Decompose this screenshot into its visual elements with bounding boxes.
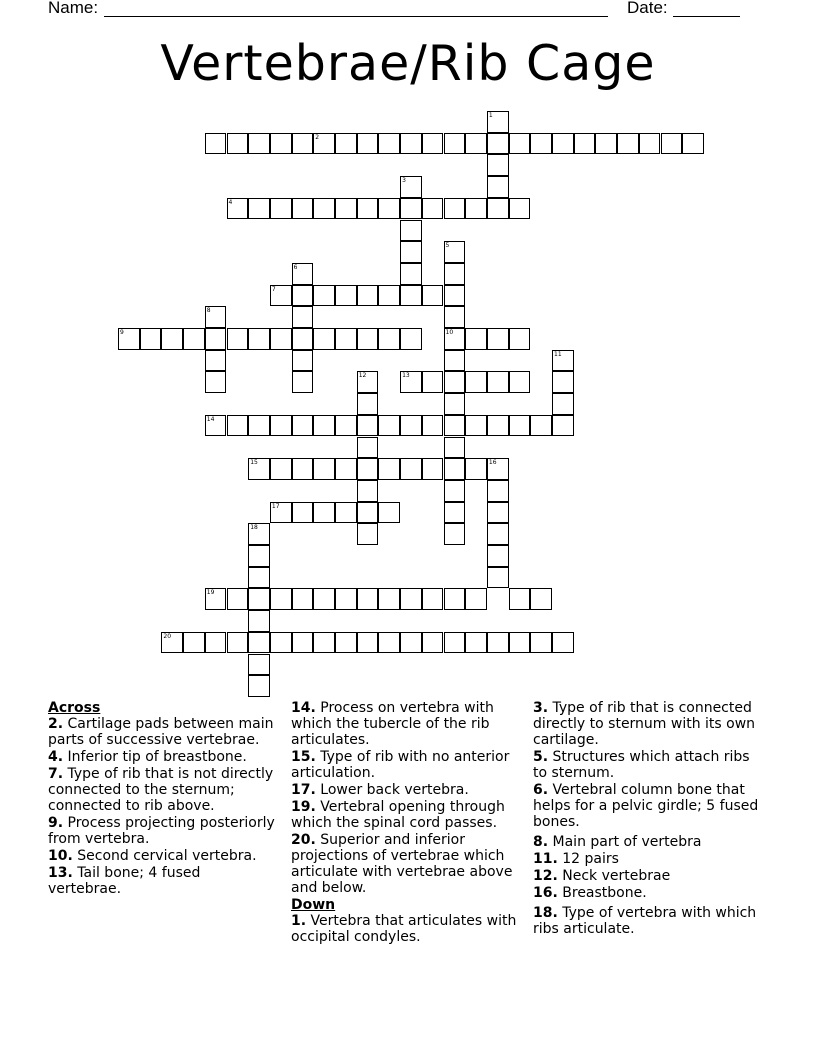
- grid-cell[interactable]: [227, 632, 249, 654]
- grid-cell[interactable]: [487, 480, 509, 502]
- grid-cell[interactable]: [313, 198, 335, 220]
- grid-cell[interactable]: [357, 632, 379, 654]
- grid-cell[interactable]: [292, 588, 314, 610]
- grid-cell[interactable]: [487, 415, 509, 437]
- grid-cell[interactable]: [552, 133, 574, 155]
- grid-cell[interactable]: [400, 263, 422, 285]
- clue-number: 5: [445, 242, 450, 250]
- grid-cell[interactable]: [270, 328, 292, 350]
- grid-cell[interactable]: [248, 328, 270, 350]
- grid-cell[interactable]: [335, 502, 357, 524]
- clue-number: 10: [445, 329, 454, 336]
- clue-number: 6: [293, 263, 298, 271]
- grid-cell[interactable]: [444, 458, 466, 480]
- grid-cell[interactable]: [357, 588, 379, 610]
- grid-cell[interactable]: [509, 371, 531, 393]
- grid-cell[interactable]: [357, 502, 379, 524]
- grid-cell[interactable]: [292, 458, 314, 480]
- grid-cell[interactable]: [292, 415, 314, 437]
- clue-number: 4: [228, 198, 233, 206]
- grid-cell[interactable]: [378, 415, 400, 437]
- grid-cell[interactable]: [292, 350, 314, 372]
- grid-cell[interactable]: [335, 133, 357, 155]
- date-label: Date:: [627, 0, 668, 17]
- grid-cell[interactable]: [487, 545, 509, 567]
- grid-cell[interactable]: [400, 198, 422, 220]
- grid-cell[interactable]: [313, 502, 335, 524]
- grid-cell[interactable]: [552, 393, 574, 415]
- grid-cell[interactable]: [509, 632, 531, 654]
- grid-cell[interactable]: [313, 133, 335, 155]
- grid-cell[interactable]: [487, 567, 509, 589]
- grid-cell[interactable]: [357, 523, 379, 545]
- grid-cell[interactable]: [270, 588, 292, 610]
- grid-cell[interactable]: [313, 588, 335, 610]
- grid-cell[interactable]: [357, 480, 379, 502]
- grid-cell[interactable]: [248, 654, 270, 676]
- grid-cell[interactable]: [487, 632, 509, 654]
- grid-cell[interactable]: [248, 675, 270, 697]
- grid-cell[interactable]: [270, 285, 292, 307]
- grid-cell[interactable]: [530, 133, 552, 155]
- grid-cell[interactable]: [444, 632, 466, 654]
- grid-cell[interactable]: [422, 371, 444, 393]
- clue-down-12: 12. Neck vertebrae: [533, 868, 671, 884]
- grid-cell[interactable]: [292, 285, 314, 307]
- clue-number: 17: [271, 502, 280, 510]
- grid-cell[interactable]: [465, 458, 487, 480]
- grid-cell[interactable]: [552, 350, 574, 372]
- grid-cell[interactable]: [357, 415, 379, 437]
- grid-cell[interactable]: [487, 502, 509, 524]
- grid-cell[interactable]: [444, 306, 466, 328]
- grid-cell[interactable]: [552, 415, 574, 437]
- grid-cell[interactable]: [313, 285, 335, 307]
- grid-cell[interactable]: [205, 588, 227, 610]
- grid-cell[interactable]: [357, 328, 379, 350]
- grid-cell[interactable]: [444, 393, 466, 415]
- grid-cell[interactable]: [422, 458, 444, 480]
- grid-cell[interactable]: [313, 328, 335, 350]
- clue-number: 8: [206, 307, 211, 315]
- grid-cell[interactable]: [465, 328, 487, 350]
- grid-cell[interactable]: [487, 328, 509, 350]
- grid-cell[interactable]: [292, 306, 314, 328]
- clue-across-15: 15. Type of rib with no anterior articulation.: [291, 749, 510, 781]
- grid-cell[interactable]: [378, 632, 400, 654]
- grid-cell[interactable]: [444, 241, 466, 263]
- grid-cell[interactable]: [465, 198, 487, 220]
- grid-cell[interactable]: [118, 328, 140, 350]
- grid-cell[interactable]: [183, 632, 205, 654]
- grid-cell[interactable]: [400, 588, 422, 610]
- clue-across-7: 7. Type of rib that is not directly connected to the sternum; connected to rib above.: [48, 766, 274, 814]
- clue-across-17: 17. Lower back vertebra.: [291, 782, 469, 798]
- grid-cell[interactable]: [400, 458, 422, 480]
- clue-across-9: 9. Process projecting posteriorly from vertebra.: [48, 815, 275, 847]
- grid-cell[interactable]: [422, 588, 444, 610]
- grid-cell[interactable]: [487, 111, 509, 133]
- grid-cell[interactable]: [465, 133, 487, 155]
- clue-column-1: [48, 700, 276, 898]
- grid-cell[interactable]: [248, 567, 270, 589]
- grid-cell[interactable]: [509, 133, 531, 155]
- grid-cell[interactable]: [639, 133, 661, 155]
- grid-cell[interactable]: [270, 198, 292, 220]
- grid-cell[interactable]: [378, 502, 400, 524]
- grid-cell[interactable]: [335, 458, 357, 480]
- grid-cell[interactable]: [444, 415, 466, 437]
- grid-cell[interactable]: [661, 133, 683, 155]
- grid-cell[interactable]: [357, 393, 379, 415]
- grid-cell[interactable]: [248, 415, 270, 437]
- grid-cell[interactable]: [227, 588, 249, 610]
- grid-cell[interactable]: [444, 198, 466, 220]
- grid-cell[interactable]: [444, 350, 466, 372]
- grid-cell[interactable]: [205, 632, 227, 654]
- clue-across-13: 13. Tail bone; 4 fused vertebrae.: [48, 865, 201, 897]
- grid-cell[interactable]: [140, 328, 162, 350]
- page-title: Vertebrae/Rib Cage: [160, 35, 656, 92]
- grid-cell[interactable]: [292, 133, 314, 155]
- clue-across-2: 2. Cartilage pads between main parts of successive vertebrae.: [48, 716, 274, 748]
- grid-cell[interactable]: [378, 133, 400, 155]
- grid-cell[interactable]: [248, 458, 270, 480]
- grid-cell[interactable]: [357, 458, 379, 480]
- grid-cell[interactable]: [465, 588, 487, 610]
- grid-cell[interactable]: [465, 371, 487, 393]
- grid-cell[interactable]: [227, 415, 249, 437]
- grid-cell[interactable]: [335, 198, 357, 220]
- grid-cell[interactable]: [509, 198, 531, 220]
- clue-down-3: 3. Type of rib that is connected directly to sternum with its own cartilage.: [533, 700, 756, 748]
- grid-cell[interactable]: [248, 545, 270, 567]
- grid-cell[interactable]: [248, 198, 270, 220]
- grid-cell[interactable]: [205, 306, 227, 328]
- grid-cell[interactable]: [465, 632, 487, 654]
- grid-cell[interactable]: [400, 133, 422, 155]
- grid-cell[interactable]: [313, 632, 335, 654]
- grid-cell[interactable]: [509, 588, 531, 610]
- grid-cell[interactable]: [400, 176, 422, 198]
- clue-number: 20: [163, 632, 172, 640]
- grid-cell[interactable]: [183, 328, 205, 350]
- grid-cell[interactable]: [270, 502, 292, 524]
- grid-cell[interactable]: [487, 133, 509, 155]
- grid-cell[interactable]: [444, 437, 466, 459]
- grid-cell[interactable]: [487, 198, 509, 220]
- grid-cell[interactable]: [400, 371, 422, 393]
- clue-number: 12: [358, 372, 367, 380]
- grid-cell[interactable]: [248, 133, 270, 155]
- clue-number: 7: [271, 285, 276, 293]
- grid-cell[interactable]: [444, 285, 466, 307]
- grid-cell[interactable]: [313, 458, 335, 480]
- grid-cell[interactable]: [530, 588, 552, 610]
- clue-down-1: 1. Vertebra that articulates with occipital condyles.: [291, 913, 517, 945]
- grid-cell[interactable]: [378, 285, 400, 307]
- grid-cell[interactable]: [378, 458, 400, 480]
- grid-cell[interactable]: [530, 632, 552, 654]
- clue-number: 13: [402, 372, 410, 380]
- grid-cell[interactable]: [400, 415, 422, 437]
- grid-cell[interactable]: [487, 371, 509, 393]
- grid-cell[interactable]: [292, 198, 314, 220]
- clue-across-14: 14. Process on vertebra with which the tubercle of the rib articulates.: [291, 700, 494, 748]
- grid-cell[interactable]: [552, 371, 574, 393]
- grid-cell[interactable]: [378, 328, 400, 350]
- grid-cell[interactable]: [248, 610, 270, 632]
- grid-cell[interactable]: [574, 133, 596, 155]
- grid-cell[interactable]: [205, 415, 227, 437]
- grid-cell[interactable]: [444, 328, 466, 350]
- grid-cell[interactable]: [422, 198, 444, 220]
- grid-cell[interactable]: [335, 328, 357, 350]
- grid-cell[interactable]: [335, 632, 357, 654]
- grid-cell[interactable]: [270, 133, 292, 155]
- grid-cell[interactable]: [682, 133, 704, 155]
- grid-cell[interactable]: [313, 415, 335, 437]
- grid-cell[interactable]: [530, 415, 552, 437]
- grid-cell[interactable]: [248, 632, 270, 654]
- grid-cell[interactable]: [205, 371, 227, 393]
- grid-cell[interactable]: [270, 458, 292, 480]
- grid-cell[interactable]: [357, 437, 379, 459]
- clue-down-18: 18. Type of vertebra with which ribs articulate.: [533, 905, 757, 937]
- grid-cell[interactable]: [444, 502, 466, 524]
- grid-cell[interactable]: [292, 371, 314, 393]
- grid-cell[interactable]: [487, 176, 509, 198]
- down-heading: Down: [291, 897, 336, 913]
- grid-cell[interactable]: [335, 285, 357, 307]
- grid-cell[interactable]: [444, 263, 466, 285]
- grid-cell[interactable]: [292, 263, 314, 285]
- grid-cell[interactable]: [422, 415, 444, 437]
- grid-cell[interactable]: [161, 328, 183, 350]
- grid-cell[interactable]: [227, 133, 249, 155]
- grid-cell[interactable]: [400, 285, 422, 307]
- grid-cell[interactable]: [444, 371, 466, 393]
- grid-cell[interactable]: [270, 415, 292, 437]
- across-heading: Across: [48, 700, 101, 716]
- grid-cell[interactable]: [422, 285, 444, 307]
- grid-cell[interactable]: [378, 588, 400, 610]
- grid-cell[interactable]: [595, 133, 617, 155]
- grid-cell[interactable]: [422, 632, 444, 654]
- grid-cell[interactable]: [248, 523, 270, 545]
- grid-cell[interactable]: [270, 632, 292, 654]
- grid-cell[interactable]: [248, 588, 270, 610]
- clue-down-11: 11. 12 pairs: [533, 851, 619, 867]
- grid-cell[interactable]: [378, 198, 400, 220]
- grid-cell[interactable]: [227, 198, 249, 220]
- grid-cell[interactable]: [205, 350, 227, 372]
- grid-cell[interactable]: [205, 328, 227, 350]
- grid-cell[interactable]: [400, 632, 422, 654]
- grid-cell[interactable]: [400, 241, 422, 263]
- grid-cell[interactable]: [422, 133, 444, 155]
- clue-number: 2: [315, 133, 320, 141]
- grid-cell[interactable]: [161, 632, 183, 654]
- grid-cell[interactable]: [357, 285, 379, 307]
- clue-across-4: 4. Inferior tip of breastbone.: [48, 749, 247, 765]
- clue-down-5: 5. Structures which attach ribs to sternum.: [533, 749, 750, 781]
- grid-cell[interactable]: [400, 220, 422, 242]
- clue-column-2: [291, 700, 527, 946]
- clue-number: 15: [250, 459, 258, 467]
- clue-number: 1: [488, 112, 493, 119]
- clue-column-3: [533, 700, 765, 938]
- grid-cell[interactable]: [400, 328, 422, 350]
- clue-number: 14: [206, 415, 215, 423]
- grid-cell[interactable]: [357, 371, 379, 393]
- grid-cell[interactable]: [357, 133, 379, 155]
- grid-cell[interactable]: [292, 328, 314, 350]
- grid-cell[interactable]: [292, 502, 314, 524]
- clue-across-10: 10. Second cervical vertebra.: [48, 848, 257, 864]
- grid-cell[interactable]: [487, 154, 509, 176]
- clue-across-20: 20. Superior and inferior projections of vertebrae which articulate with vertebrae above and below.: [291, 832, 513, 896]
- clue-down-8: 8. Main part of vertebra: [533, 834, 702, 850]
- grid-cell[interactable]: [444, 480, 466, 502]
- clue-number: 18: [250, 524, 258, 532]
- clue-number: 11: [554, 350, 562, 358]
- grid-cell[interactable]: [292, 632, 314, 654]
- grid-cell[interactable]: [487, 523, 509, 545]
- grid-cell[interactable]: [487, 458, 509, 480]
- grid-cell[interactable]: [335, 588, 357, 610]
- clue-across-19: 19. Vertebral opening through which the spinal cord passes.: [291, 799, 505, 831]
- clue-number: 3: [402, 177, 406, 185]
- grid-cell[interactable]: [444, 588, 466, 610]
- name-label: Name:: [48, 0, 99, 17]
- grid-cell[interactable]: [205, 133, 227, 155]
- grid-cell[interactable]: [552, 632, 574, 654]
- grid-cell[interactable]: [509, 415, 531, 437]
- grid-cell[interactable]: [357, 198, 379, 220]
- clue-number: 16: [488, 459, 497, 467]
- clue-down-16: 16. Breastbone.: [533, 885, 647, 901]
- clue-down-6: 6. Vertebral column bone that helps for a pelvic girdle; 5 fused bones.: [533, 782, 759, 830]
- grid-cell[interactable]: [227, 328, 249, 350]
- grid-cell[interactable]: [617, 133, 639, 155]
- grid-cell[interactable]: [444, 523, 466, 545]
- grid-cell[interactable]: [509, 328, 531, 350]
- grid-cell[interactable]: [444, 133, 466, 155]
- grid-cell[interactable]: [465, 415, 487, 437]
- clue-number: 9: [120, 329, 124, 336]
- grid-cell[interactable]: [335, 415, 357, 437]
- clue-number: 19: [206, 589, 215, 597]
